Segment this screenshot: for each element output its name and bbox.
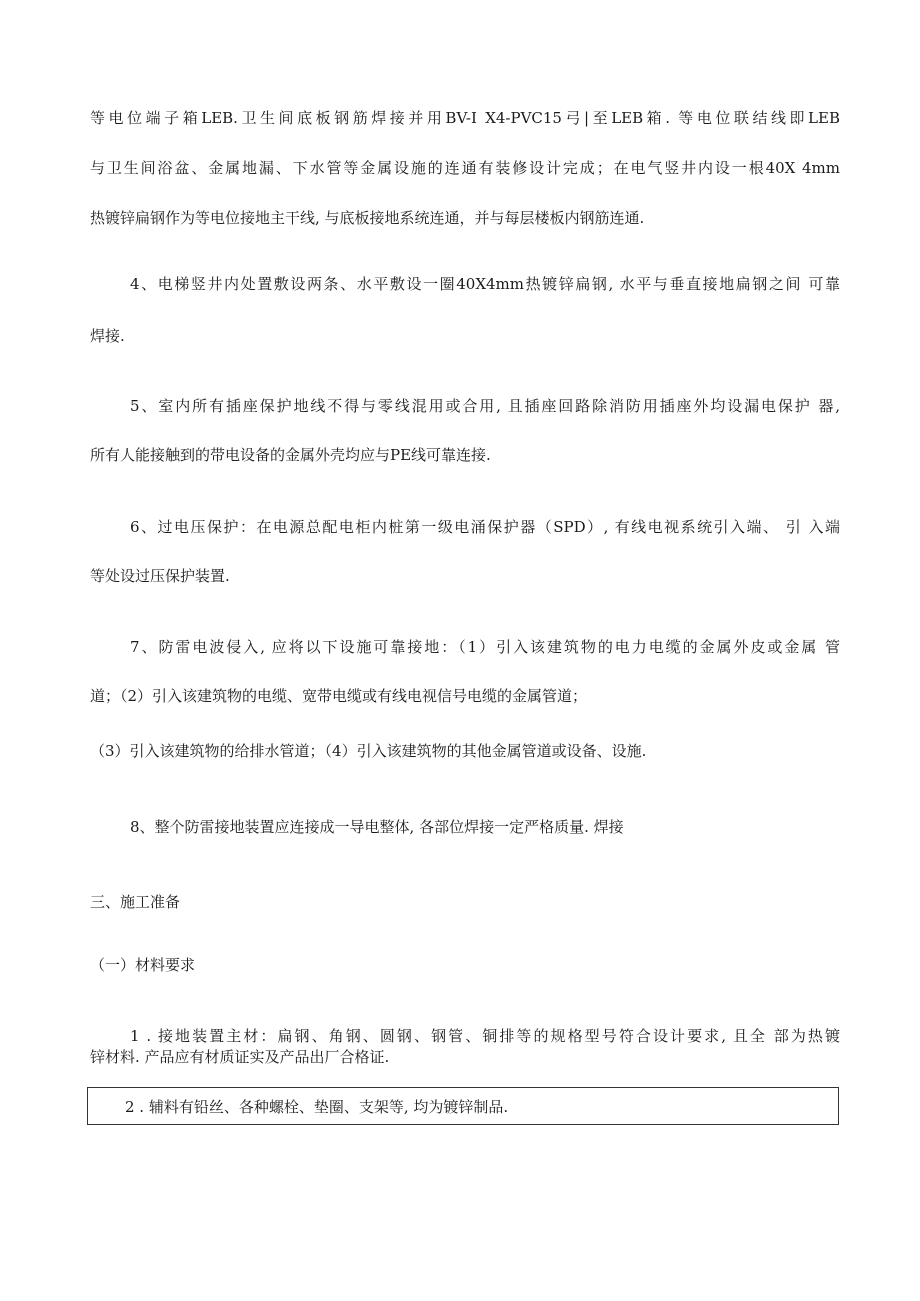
material-item-2-box xyxy=(87,1087,839,1125)
paragraph-4-line-1: 4、电梯竖井内处置敷设两条、水平敷设一圈40X4mm热镀锌扁钢, 水平与垂直接地扁钢之间 可靠 xyxy=(130,275,840,293)
paragraph-intro-line-1: 等电位端子箱LEB.卫生间底板钢筋焊接并用BV-I X4-PVC15弓|至LEB箱. 等电位联结线即LEB xyxy=(90,109,840,127)
paragraph-5-line-2: 所有人能接触到的带电设备的金属外壳均应与PE线可靠连接. xyxy=(90,446,491,464)
paragraph-7-line-1: 7、防雷电波侵入, 应将以下设施可靠接地：（1）引入该建筑物的电力电缆的金属外皮或金属 管 xyxy=(130,638,840,656)
material-item-2-text: 2 . 辅料有铅丝、各种螺栓、垫圈、支架等, 均为镀锌制品. xyxy=(125,1098,509,1116)
paragraph-4-line-2: 焊接. xyxy=(90,327,125,345)
paragraph-5-line-1: 5、室内所有插座保护地线不得与零线混用或合用, 且插座回路除消防用插座外均设漏电保护 器, xyxy=(130,397,840,415)
paragraph-8-line-1: 8、整个防雷接地装置应连接成一导电整体, 各部位焊接一定严格质量. 焊接 xyxy=(130,818,624,836)
paragraph-7-line-2: 道；（2）引入该建筑物的电缆、宽带电缆或有线电视信号电缆的金属管道； xyxy=(90,687,588,705)
material-item-1-line-2: 锌材料. 产品应有材质证实及产品出厂合格证. xyxy=(90,1048,390,1066)
subsection-heading: （一）材料要求 xyxy=(90,956,196,974)
section-heading: 三、施工准备 xyxy=(90,893,181,911)
paragraph-intro-line-3: 热镀锌扁钢作为等电位接地主干线, 与底板接地系统连通，并与每层楼板内钢筋连通. xyxy=(90,209,645,227)
paragraph-7-line-3: （3）引入该建筑物的给排水管道；（4）引入该建筑物的其他金属管道或设备、设施. xyxy=(90,742,647,760)
paragraph-intro-line-2: 与卫生间浴盆、金属地漏、下水管等金属设施的连通有装修设计完成；在电气竖井内设一根40X 4mm xyxy=(90,159,840,177)
material-item-1-line-1: 1 . 接地装置主材：扁钢、角钢、圆钢、钢管、铜排等的规格型号符合设计要求, 且全 部为热镀 xyxy=(130,1027,840,1045)
paragraph-6-line-1: 6、过电压保护：在电源总配电柜内桩第一级电涌保护器（SPD）, 有线电视系统引入端、 引 入端 xyxy=(130,518,840,536)
paragraph-6-line-2: 等处设过压保护装置. xyxy=(90,567,230,585)
